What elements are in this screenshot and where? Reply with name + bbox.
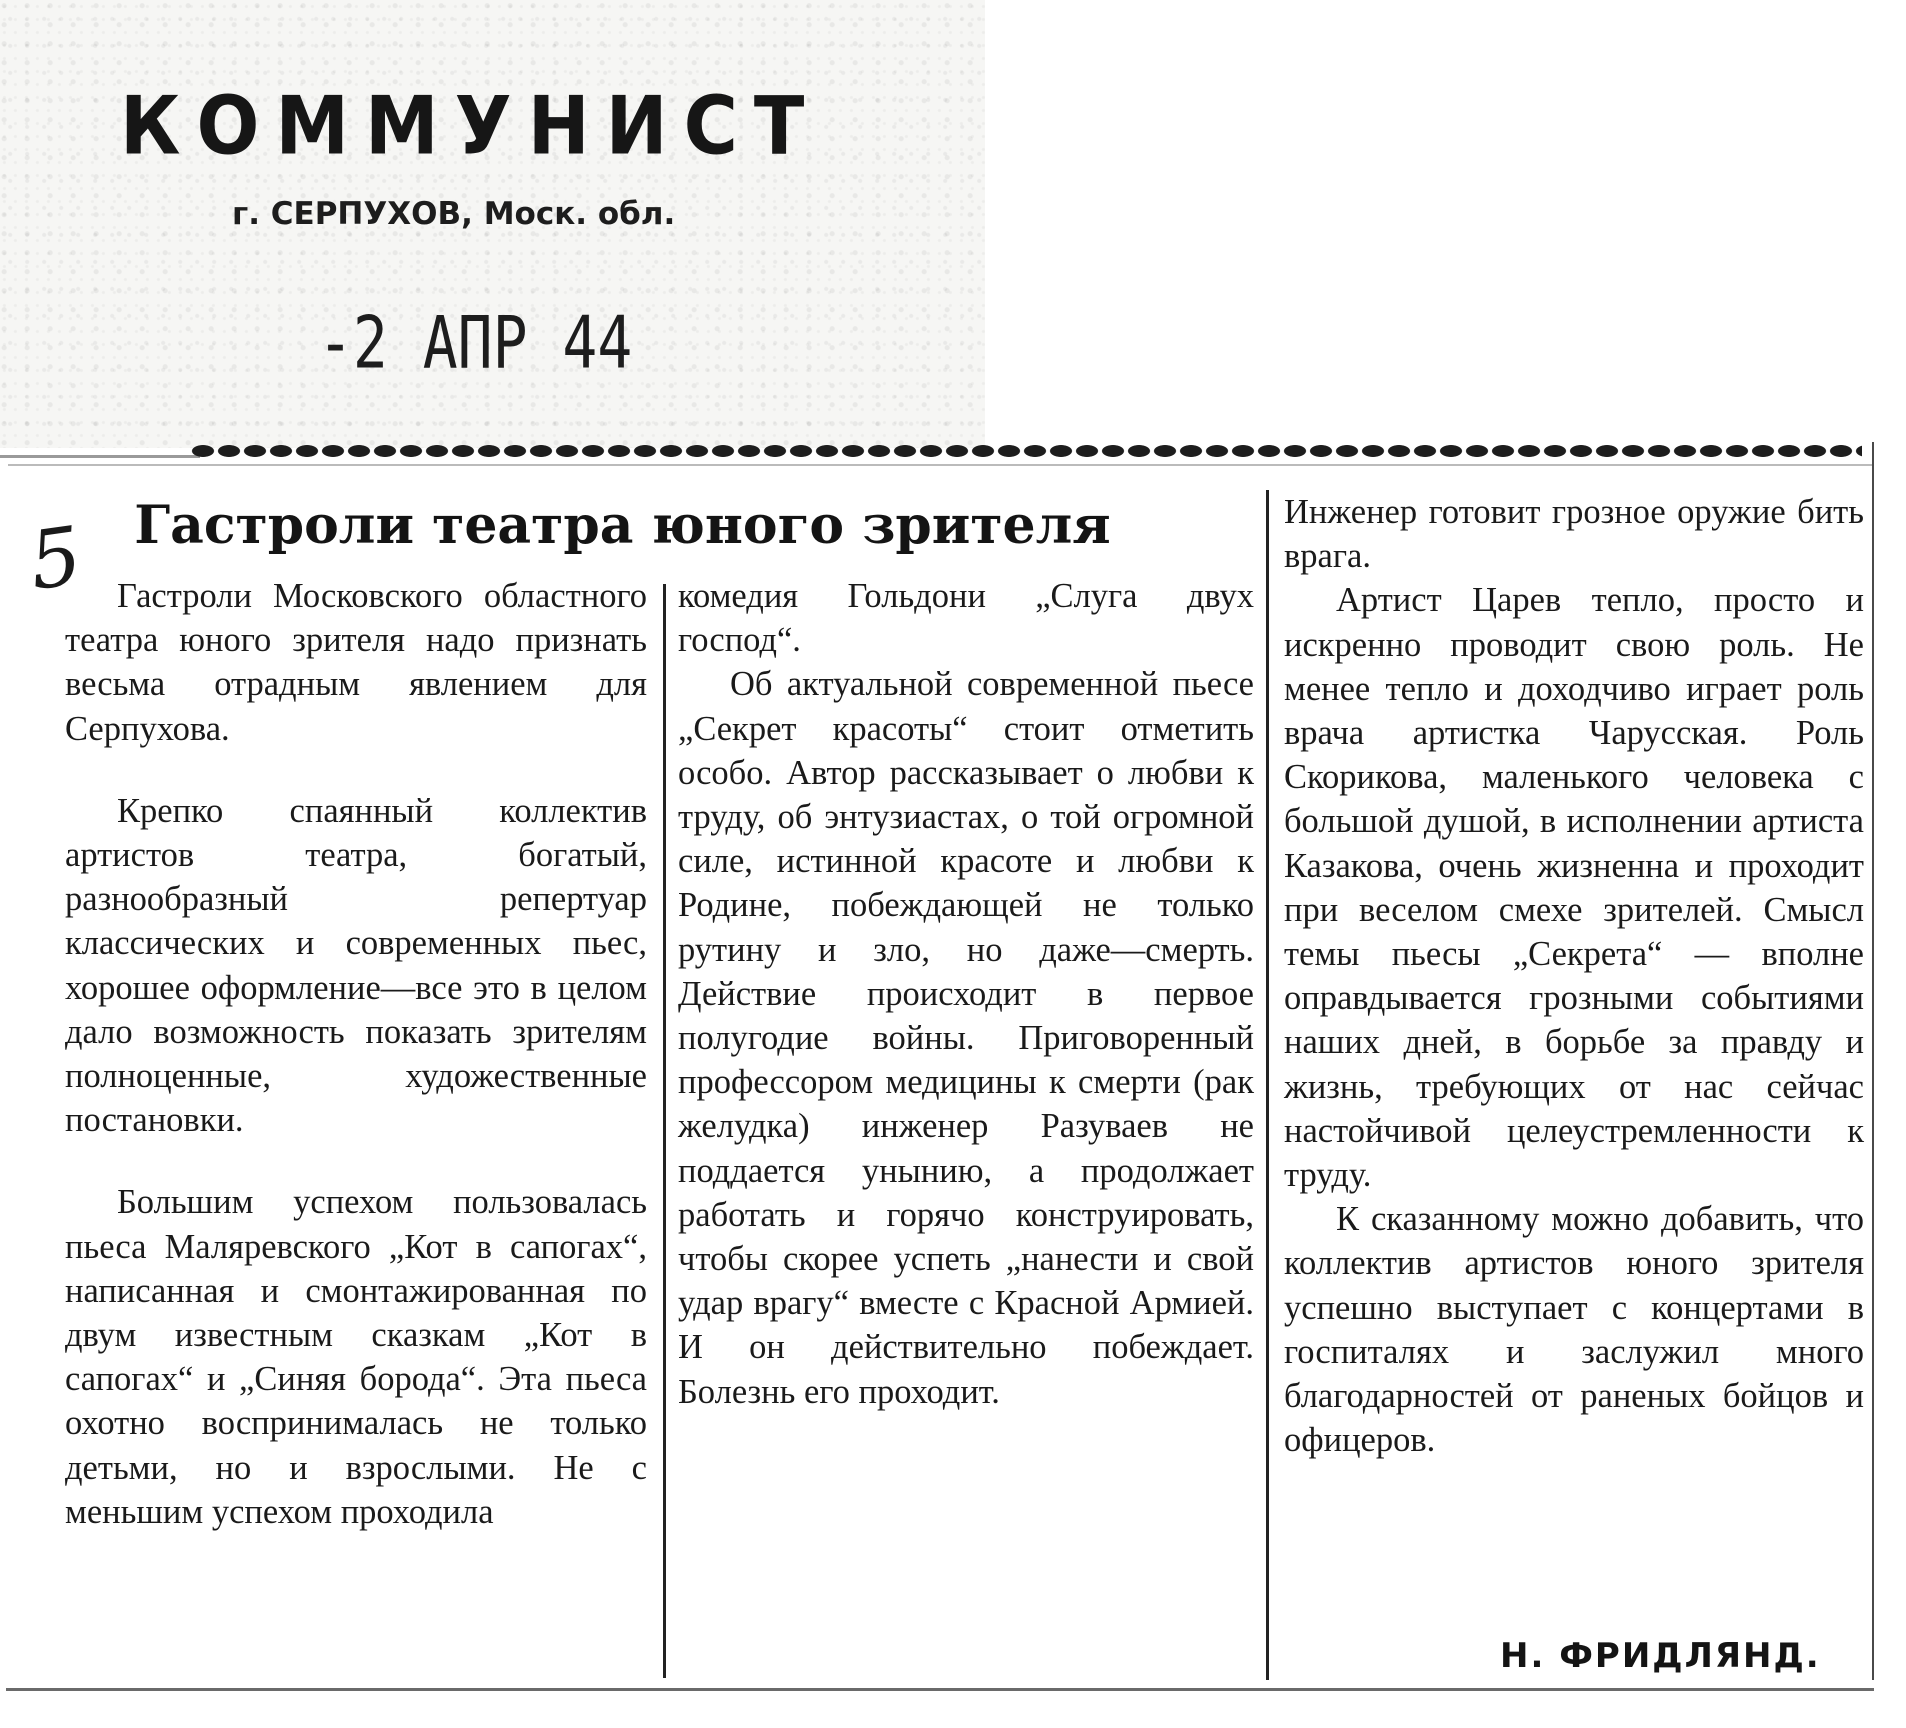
article-column-2	[678, 574, 1254, 1414]
handwritten-margin-number: 5	[23, 508, 88, 609]
clipping-top-rule	[8, 464, 1874, 466]
masthead-stamp	[0, 0, 985, 448]
author-signature: Н. ФРИДЛЯНД.	[1500, 1636, 1821, 1676]
perforated-cut-line	[190, 444, 1862, 462]
newspaper-name: КОММУНИСТ	[120, 80, 821, 173]
clipping-right-edge	[1872, 442, 1874, 1680]
paragraph: Крепко спаянный коллектив артистов театра, богатый, разнообразный репертуар классических и современных пьес, хорошее оформление—все это в целом дало возможность показать зрителям полноценные, художественные постановки.	[65, 791, 647, 1140]
paragraph: Инженер готовит грозное оружие бить врага.	[1284, 493, 1864, 576]
paragraph: Артист Царев тепло, просто и искренно проводит свою роль. Не менее тепло и доходчиво играет роль врача артистка Чарусская. Роль Скорикова, маленького человека с большой душой, в исполнении артиста Казакова, очень жизненна и проходит при веселом смехе зрителей. Смысл темы пьесы „Секрета“ — вполне оправдывается грозными событиями наших дней, в борьбе за правду и жизнь, требующих от нас сейчас настойчивой целеустремленности к труду.	[1284, 581, 1864, 1195]
date-stamp: -2 АПР 44	[318, 300, 633, 385]
paragraph: Об актуальной современной пьесе „Секрет красоты“ стоит отметить особо. Автор рассказывает о любви к труду, об энтузиастах, о той огромной силе, истинной красоте и любви к Родине, побеждающей не только рутину и зло, но даже—смерть. Действие происходит в первое полугодие войны. Приговоренный профессором медицины к смерти (рак желудка) инженер Разуваев не поддается унынию, а продолжает работать и горячо конструировать, чтобы скорее успеть „нанести и свой удар врагу“ вместе с Красной Армией. И он действительно побеждает. Болезнь его проходит.	[678, 665, 1254, 1411]
paragraph: Гастроли Московского областного театра юного зрителя надо признать весьма отрадным явлением для Серпухова.	[65, 577, 647, 748]
city-line: г. СЕРПУХОВ, Моск. обл.	[232, 196, 676, 232]
clipping-bottom-edge	[6, 1688, 1874, 1691]
cut-line-left	[0, 455, 200, 458]
article-column-3	[1284, 490, 1864, 1462]
paragraph: Большим успехом пользовалась пьеса Маляревского „Кот в сапогах“, написанная и смонтажированная по двум известным сказкам „Кот в сапогах“ и „Синяя борода“. Эта пьеса охотно воспринималась не только детьми, но и взрослыми. Не с меньшим успехом проходила	[65, 1183, 647, 1531]
column-divider	[1266, 490, 1269, 1680]
column-divider	[663, 584, 666, 1678]
article-headline: Гастроли театра юного зрителя	[134, 495, 1111, 556]
paragraph: К сказанному можно добавить, что коллектив артистов юного зрителя успешно выступает с концертами в госпиталях и заслужил много благодарностей от раненых бойцов и офицеров.	[1284, 1200, 1864, 1460]
article-column-1	[65, 574, 647, 1534]
paragraph: комедия Гольдони „Слуга двух господ“.	[678, 577, 1254, 660]
